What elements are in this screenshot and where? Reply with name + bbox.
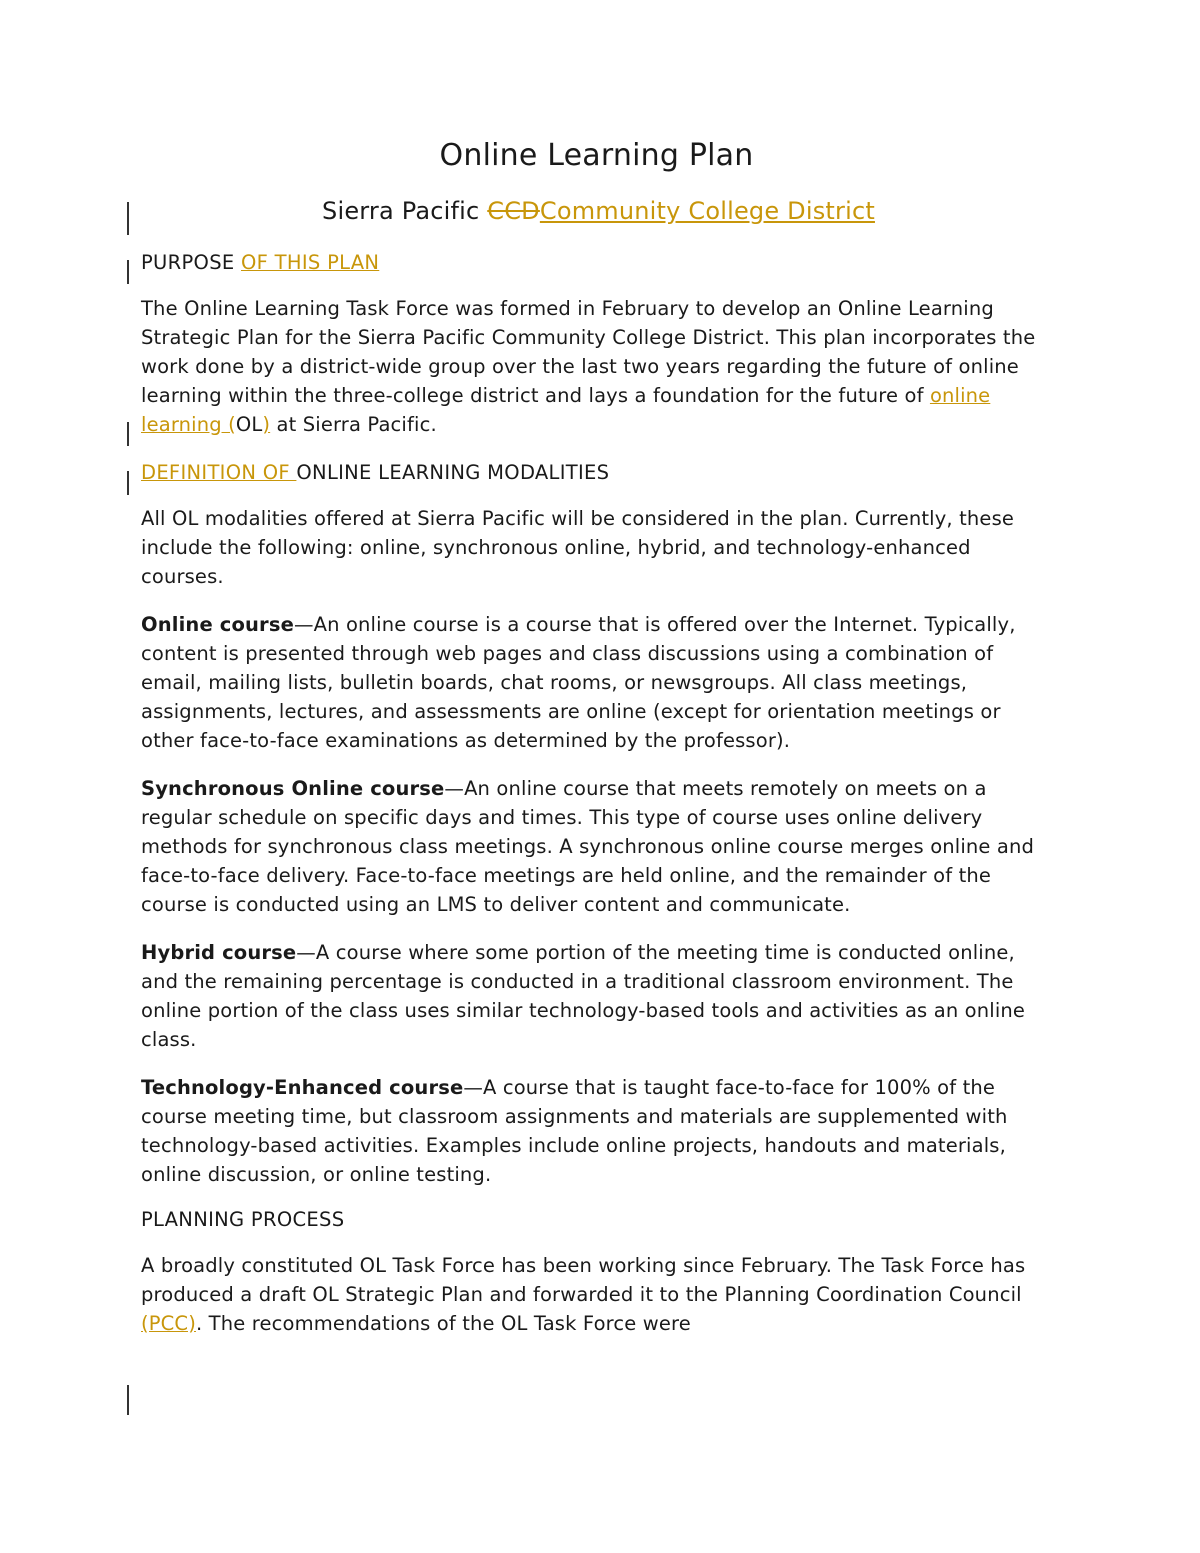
- deleted-revision: CCD: [487, 197, 540, 225]
- paragraph-text: . The recommendations of the OL Task Force were: [195, 1312, 691, 1335]
- planning-paragraph: [141, 1251, 1056, 1338]
- modality-online: [141, 610, 1056, 755]
- paragraph-text: A broadly constituted OL Task Force has been working since February. The Task Force has produced a draft OL Strategic Plan and forwarded it to the Planning Coordination Council: [141, 1254, 1026, 1306]
- subtitle-text: Sierra Pacific: [322, 197, 488, 225]
- paragraph-text: OL: [235, 413, 263, 436]
- change-bar: [127, 422, 129, 446]
- section-heading-purpose: [141, 251, 1056, 274]
- definition-intro: All OL modalities offered at Sierra Pacific will be considered in the plan. Currently, these include the following: online, synchronous online, hybrid, and technology-enhanced courses.: [141, 507, 1015, 588]
- change-bar: [127, 202, 129, 235]
- section-heading-definition: [141, 461, 1056, 484]
- inserted-revision: ): [262, 413, 271, 436]
- section-heading-planning: PLANNING PROCESS: [141, 1208, 345, 1231]
- modality-term: Technology-Enhanced course: [141, 1076, 464, 1099]
- change-bar: [127, 1385, 129, 1415]
- document-title: Online Learning Plan: [439, 138, 754, 173]
- modality-term: Online course: [141, 613, 294, 636]
- heading-text: ONLINE LEARNING MODALITIES: [296, 461, 610, 484]
- modality-term: Synchronous Online course: [141, 777, 445, 800]
- heading-text: PURPOSE: [141, 251, 235, 274]
- purpose-paragraph: [141, 294, 1056, 439]
- paragraph-text: The Online Learning Task Force was formed in February to develop an Online Learning Strategic Plan for the Sierra Pacific Community College District. This plan incorporates the work done by a district-wide group over the last two years regarding the future of online learning within the three-college district and lays a foundation for the future of: [141, 297, 1036, 407]
- inserted-revision: Community College District: [539, 197, 875, 225]
- document-subtitle: [141, 197, 1056, 225]
- inserted-revision: DEFINITION OF: [141, 461, 297, 484]
- change-bar: [127, 471, 129, 495]
- paragraph-text: at Sierra Pacific.: [270, 413, 437, 436]
- modality-technology-enhanced: [141, 1073, 1056, 1189]
- modality-term: Hybrid course: [141, 941, 297, 964]
- change-bar: [127, 260, 129, 284]
- modality-definition: —An online course is a course that is offered over the Internet. Typically, content is presented through web pages and class discussions using a combination of email, mailing lists, bulletin boards, chat rooms, or newsgroups. All class meetings, assignments, lectures, and assessments are online (except for orientation meetings or other face-to-face examinations as determined by the professor).: [141, 613, 1016, 752]
- inserted-revision: OF THIS PLAN: [241, 251, 380, 274]
- inserted-revision: online learning (: [141, 384, 991, 436]
- inserted-revision: (PCC): [141, 1312, 196, 1335]
- modality-synchronous-online: [141, 774, 1056, 919]
- modality-definition: —A course that is taught face-to-face for 100% of the course meeting time, but classroom assignments and materials are supplemented with technology-based activities. Examples include online projects, handouts and materials, online discussion, or online testing.: [141, 1076, 1008, 1186]
- document-body: [141, 138, 1056, 1357]
- modality-hybrid: [141, 938, 1056, 1054]
- modality-definition: —An online course that meets remotely on meets on a regular schedule on specific days and times. This type of course uses online delivery methods for synchronous class meetings. A synchronous online course merges online and face-to-face delivery. Face-to-face meetings are held online, and the remainder of the course is conducted using an LMS to deliver content and communicate.: [141, 777, 1035, 916]
- modality-definition: —A course where some portion of the meeting time is conducted online, and the remaining percentage is conducted in a traditional classroom environment. The online portion of the class uses similar technology-based tools and activities as an online class.: [141, 941, 1026, 1051]
